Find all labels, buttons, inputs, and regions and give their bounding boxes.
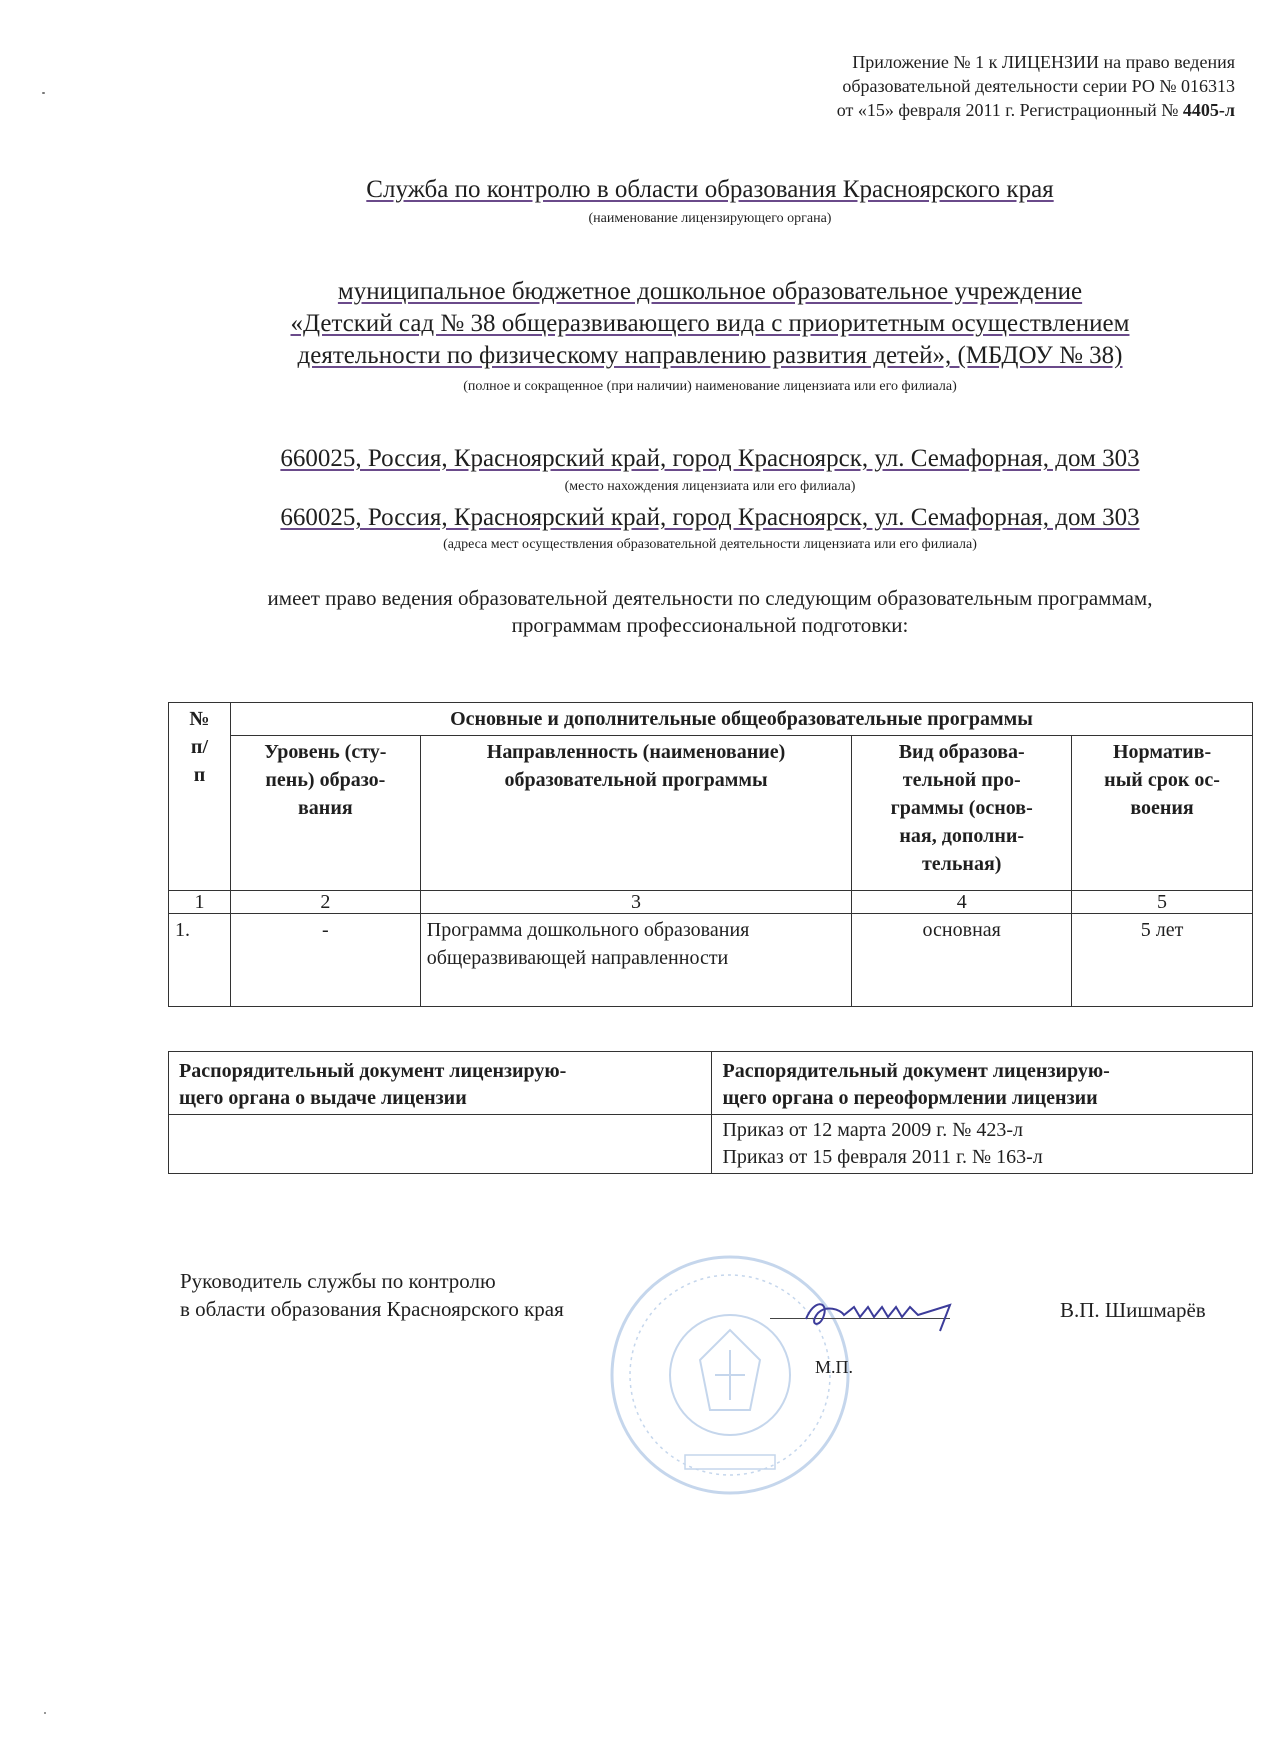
row-term: 5 лет bbox=[1072, 914, 1253, 1007]
row-type: основная bbox=[852, 914, 1072, 1007]
row-direction-line: Программа дошкольного образования bbox=[426, 919, 750, 941]
col-issue-line: щего органа о выдаче лицензии bbox=[179, 1087, 467, 1109]
col-type-line: граммы (основ- bbox=[890, 797, 1033, 819]
col-header-term bbox=[1072, 736, 1253, 891]
col-header-direction bbox=[420, 736, 852, 891]
licensee-name bbox=[140, 276, 1275, 372]
licensee-caption: (полное и сокращенное (при наличии) наименование лицензиата или его филиала) bbox=[463, 379, 957, 394]
appendix-line-3 bbox=[675, 98, 1235, 122]
col-header-issue-order bbox=[169, 1052, 712, 1115]
scan-speck bbox=[42, 92, 45, 94]
signer-title-line: в области образования Красноярского края bbox=[180, 1297, 564, 1321]
col-header-reissue-order bbox=[712, 1052, 1253, 1115]
col-direction-line: образовательной программы bbox=[504, 769, 768, 791]
reissue-order-line: Приказ от 15 февраля 2011 г. № 163-л bbox=[722, 1146, 1043, 1168]
col-number-line: № bbox=[189, 708, 210, 730]
licensee-line-2: «Детский сад № 38 общеразвивающего вида с приоритетным осуществлением bbox=[290, 310, 1130, 337]
activity-address-caption: (адреса мест осуществления образовательной деятельности лицензиата или его филиала) bbox=[443, 537, 977, 552]
issue-order-value bbox=[169, 1115, 712, 1174]
col-issue-line: Распорядительный документ лицензирую- bbox=[179, 1060, 567, 1082]
registration-number: 4405-л bbox=[1182, 100, 1235, 120]
scan-speck bbox=[44, 1712, 46, 1714]
col-level-line: вания bbox=[298, 797, 353, 819]
column-number: 1 bbox=[169, 891, 231, 914]
authority-name: Служба по контролю в области образования Красноярского края bbox=[366, 176, 1054, 203]
col-level-line: пень) образо- bbox=[265, 769, 386, 791]
col-group-header: Основные и дополнительные общеобразовательные программы bbox=[230, 703, 1252, 736]
column-number: 4 bbox=[852, 891, 1072, 914]
col-term-line: Норматив- bbox=[1112, 741, 1212, 763]
signer-name: В.П. Шишмарёв bbox=[1060, 1298, 1206, 1322]
reissue-order-value bbox=[712, 1115, 1253, 1174]
column-numbers-row bbox=[169, 891, 1253, 914]
col-direction-line: Направленность (наименование) bbox=[486, 741, 786, 763]
row-direction bbox=[420, 914, 852, 1007]
column-number: 2 bbox=[230, 891, 420, 914]
licensee-line-3: деятельности по физическому направлению развития детей», (МБДОУ № 38) bbox=[297, 342, 1123, 369]
rights-line-2: программам профессиональной подготовки: bbox=[511, 613, 909, 637]
orders-table bbox=[168, 1051, 1253, 1174]
authority-caption: (наименование лицензирующего органа) bbox=[588, 211, 832, 226]
signer-title bbox=[180, 1267, 564, 1323]
seal-place-label: М.П. bbox=[815, 1357, 854, 1377]
column-number: 3 bbox=[420, 891, 852, 914]
row-number: 1. bbox=[169, 914, 231, 1007]
table-row bbox=[169, 914, 1253, 1007]
location-address bbox=[140, 443, 1275, 475]
column-number: 5 bbox=[1072, 891, 1253, 914]
col-header-number bbox=[169, 703, 231, 891]
appendix-line-3-prefix: от «15» февраля 2011 г. Регистрационный № bbox=[836, 100, 1183, 120]
col-reissue-line: Распорядительный документ лицензирую- bbox=[722, 1060, 1110, 1082]
col-header-level bbox=[230, 736, 420, 891]
col-type-line: тельной про- bbox=[902, 769, 1021, 791]
col-reissue-line: щего органа о переоформлении лицензии bbox=[722, 1087, 1098, 1109]
appendix-note bbox=[675, 50, 1235, 122]
col-header-type bbox=[852, 736, 1072, 891]
col-type-line: ная, дополни- bbox=[899, 825, 1025, 847]
activity-address-text: 660025, Россия, Красноярский край, город Красноярск, ул. Семафорная, дом 303 bbox=[280, 504, 1140, 531]
licensee-line-1: муниципальное бюджетное дошкольное образовательное учреждение bbox=[337, 278, 1083, 305]
col-term-line: воения bbox=[1130, 797, 1194, 819]
location-address-text: 660025, Россия, Красноярский край, город Красноярск, ул. Семафорная, дом 303 bbox=[280, 445, 1140, 472]
row-level: - bbox=[230, 914, 420, 1007]
col-type-line: тельная) bbox=[921, 853, 1002, 875]
programs-table bbox=[168, 702, 1253, 1007]
col-number-line: п/ bbox=[190, 736, 209, 758]
signature-mark bbox=[800, 1295, 970, 1335]
rights-statement bbox=[140, 585, 1275, 639]
activity-address bbox=[140, 502, 1275, 534]
col-level-line: Уровень (сту- bbox=[264, 741, 387, 763]
col-term-line: ный срок ос- bbox=[1104, 769, 1220, 791]
col-type-line: Вид образова- bbox=[898, 741, 1025, 763]
location-caption: (место нахождения лицензиата или его филиала) bbox=[564, 479, 856, 494]
row-direction-line: общеразвивающей направленности bbox=[426, 947, 729, 969]
table-row bbox=[169, 1115, 1253, 1174]
licensing-authority bbox=[140, 174, 1275, 206]
reissue-order-line: Приказ от 12 марта 2009 г. № 423-л bbox=[722, 1119, 1023, 1141]
col-number-line: п bbox=[193, 764, 206, 786]
appendix-line-2: образовательной деятельности серии РО № 016313 bbox=[842, 76, 1235, 96]
appendix-line-1: Приложение № 1 к ЛИЦЕНЗИИ на право ведения bbox=[852, 52, 1235, 72]
signer-title-line: Руководитель службы по контролю bbox=[180, 1269, 496, 1293]
rights-line-1: имеет право ведения образовательной деятельности по следующим образовательным программам, bbox=[267, 586, 1153, 610]
